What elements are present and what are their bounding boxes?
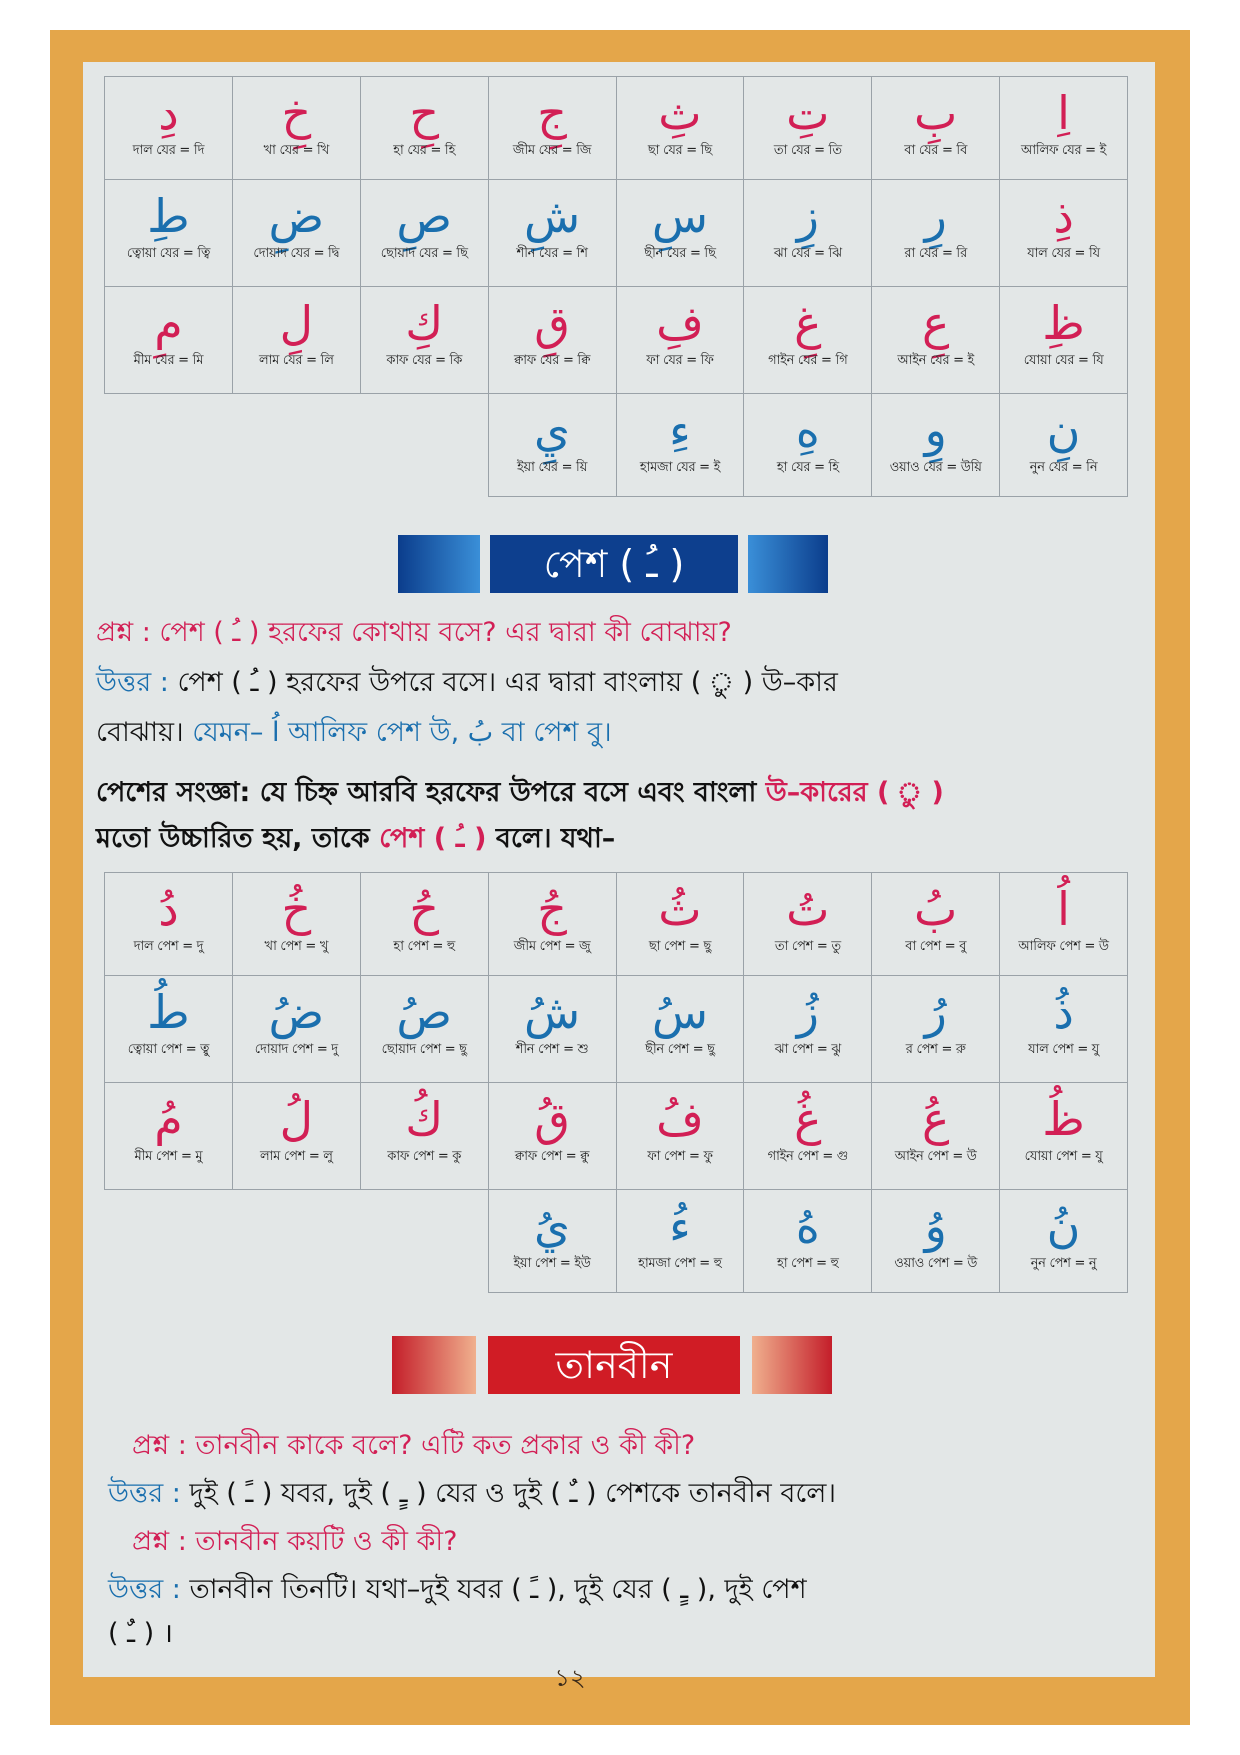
pesh-row bbox=[105, 976, 1128, 1083]
arabic-letter: كُ bbox=[405, 1092, 444, 1146]
pesh-cell bbox=[488, 873, 616, 976]
arabic-letter: فِ bbox=[656, 296, 704, 350]
tanween-question-1 bbox=[132, 1425, 695, 1470]
pesh-cell bbox=[232, 1083, 360, 1190]
arabic-letter: نِ bbox=[1046, 403, 1081, 457]
letter-caption: জীম যের = জি bbox=[512, 143, 592, 158]
pesh-cell bbox=[360, 976, 488, 1083]
arabic-letter: زُ bbox=[796, 985, 819, 1039]
arabic-letter: ضُ bbox=[268, 985, 325, 1039]
pesh-cell bbox=[360, 873, 488, 976]
letter-caption: আইন যের = ই bbox=[897, 353, 975, 368]
letter-caption: কাফ যের = কি bbox=[386, 353, 463, 368]
answer-text: তানবীন তিনটি। যথা–দুই যবর ( ـً ), দুই যের ( ـٍ ), দুই পেশ bbox=[189, 1574, 807, 1605]
letter-caption: ওয়াও যের = উয়ি bbox=[889, 460, 982, 475]
letter-caption: ফা যের = ফি bbox=[646, 353, 714, 368]
letter-caption: র পেশ = রু bbox=[905, 1042, 966, 1057]
arabic-letter: مُ bbox=[154, 1092, 183, 1146]
example-label: যেমন– bbox=[192, 717, 264, 748]
question-text: পেশ ( ـُ ) হরফের কোথায় বসে? এর দ্বারা কী বোঝায়? bbox=[159, 617, 732, 648]
zer-cell bbox=[488, 180, 616, 287]
question-label: প্রশ্ন : bbox=[132, 1526, 187, 1557]
pesh-cell bbox=[232, 873, 360, 976]
arabic-letter: بُ bbox=[914, 882, 958, 936]
arabic-letter: وُ bbox=[924, 1199, 947, 1253]
answer-text-cont: ( ـٌ ) । bbox=[108, 1618, 173, 1649]
definition-text-2: মতো উচ্চারিত হয়, তাকে bbox=[96, 823, 370, 854]
letter-caption: দাল যের = দি bbox=[132, 143, 205, 158]
answer-text: দুই ( ـً ) যবর, দুই ( ـٍ ) যের ও দুই ( ـٌ ) পেশকে তানবীন বলে। bbox=[189, 1478, 837, 1509]
arabic-letter: هُ bbox=[795, 1199, 820, 1253]
arabic-letter: قِ bbox=[534, 296, 570, 350]
pesh-definition-line2 bbox=[96, 818, 615, 863]
pesh-empty-cell bbox=[232, 1190, 360, 1293]
arabic-letter: قُ bbox=[534, 1092, 570, 1146]
arabic-letter: دُ bbox=[158, 882, 179, 936]
arabic-letter: جِ bbox=[537, 86, 567, 140]
letter-caption: ক্বাফ পেশ = ক্বু bbox=[514, 1149, 590, 1164]
arabic-letter: ذُ bbox=[1053, 985, 1074, 1039]
arabic-letter: بِ bbox=[914, 86, 958, 140]
arabic-letter: رُ bbox=[924, 985, 947, 1039]
zer-cell bbox=[360, 180, 488, 287]
arabic-letter: حُ bbox=[409, 882, 440, 936]
arabic-letter: ءِ bbox=[669, 403, 691, 457]
letter-caption: ছা পেশ = ছু bbox=[648, 939, 712, 954]
zer-cell bbox=[872, 394, 1000, 497]
zer-cell bbox=[616, 287, 744, 394]
zer-empty-cell bbox=[105, 394, 233, 497]
letter-caption: ত্বোয়া যের = ত্বি bbox=[126, 246, 211, 261]
zer-cell bbox=[744, 287, 872, 394]
definition-highlight: উ–কারের ( ু ) bbox=[765, 777, 944, 808]
zer-cell bbox=[360, 77, 488, 180]
banner-left-block bbox=[398, 535, 480, 593]
pesh-cell bbox=[105, 1083, 233, 1190]
tanween-question-2 bbox=[132, 1521, 457, 1566]
arabic-letter: تُ bbox=[786, 882, 830, 936]
letter-caption: তা পেশ = তু bbox=[774, 939, 841, 954]
zer-cell bbox=[744, 77, 872, 180]
arabic-letter: رِ bbox=[924, 189, 947, 243]
pesh-cell bbox=[488, 976, 616, 1083]
letter-caption: গাইন যের = গি bbox=[768, 353, 848, 368]
pesh-cell bbox=[872, 1083, 1000, 1190]
banner-right-block bbox=[748, 535, 828, 593]
arabic-letter: طُ bbox=[147, 985, 190, 1039]
definition-text-3: বলে। যথা– bbox=[495, 823, 616, 854]
pesh-cell bbox=[616, 976, 744, 1083]
zer-cell bbox=[1000, 394, 1128, 497]
arabic-letter: فُ bbox=[656, 1092, 704, 1146]
letter-caption: আইন পেশ = উ bbox=[894, 1149, 977, 1164]
pesh-row bbox=[105, 1083, 1128, 1190]
pesh-cell bbox=[1000, 1190, 1128, 1293]
banner-left-block bbox=[392, 1336, 476, 1394]
pesh-cell bbox=[1000, 976, 1128, 1083]
letter-caption: ইয়া যের = য়ি bbox=[517, 460, 588, 475]
arabic-letter: ظِ bbox=[1042, 296, 1085, 350]
pesh-cell bbox=[616, 1083, 744, 1190]
letter-caption: বা যের = বি bbox=[904, 143, 968, 158]
zer-cell bbox=[105, 287, 233, 394]
letter-caption: মীম যের = মি bbox=[133, 353, 204, 368]
zer-cell bbox=[105, 180, 233, 287]
pesh-cell bbox=[1000, 873, 1128, 976]
arabic-letter: دِ bbox=[158, 86, 179, 140]
letter-caption: বা পেশ = বু bbox=[905, 939, 967, 954]
answer-text: পেশ ( ـُ ) হরফের উপরে বসে। এর দ্বারা বাংলায় ( ু ) উ–কার bbox=[177, 667, 838, 698]
letter-caption: ইয়া পেশ = ইউ bbox=[513, 1256, 591, 1271]
arabic-letter: عِ bbox=[921, 296, 950, 350]
zer-cell bbox=[232, 77, 360, 180]
arabic-letter: اِ bbox=[1057, 86, 1070, 140]
pesh-question bbox=[96, 612, 732, 657]
zer-cell bbox=[488, 394, 616, 497]
tanween-answer-2-cont bbox=[108, 1613, 173, 1650]
zer-letter-grid bbox=[104, 76, 1128, 497]
tanween-banner bbox=[392, 1336, 832, 1394]
tanween-answer-2 bbox=[108, 1569, 807, 1614]
letter-caption: আলিফ পেশ = উ bbox=[1018, 939, 1109, 954]
zer-cell bbox=[744, 394, 872, 497]
letter-caption: হা পেশ = হু bbox=[777, 1256, 839, 1271]
arabic-letter: حِ bbox=[409, 86, 440, 140]
letter-caption: ছীন পেশ = ছু bbox=[645, 1042, 715, 1057]
pesh-cell bbox=[872, 873, 1000, 976]
arabic-letter: يِ bbox=[534, 403, 571, 457]
letter-caption: হা পেশ = হু bbox=[393, 939, 455, 954]
definition-text: যে চিহ্ন আরবি হরফের উপরে বসে এবং বাংলা bbox=[259, 777, 757, 808]
letter-caption: জীম পেশ = জু bbox=[513, 939, 591, 954]
pesh-cell bbox=[488, 1083, 616, 1190]
letter-caption: দোয়াদ পেশ = দু bbox=[254, 1042, 338, 1057]
zer-cell bbox=[232, 287, 360, 394]
answer-label: উত্তর : bbox=[108, 1478, 181, 1509]
pesh-answer-line2 bbox=[96, 712, 612, 757]
pesh-cell bbox=[744, 1190, 872, 1293]
arabic-letter: ظُ bbox=[1042, 1092, 1085, 1146]
arabic-letter: صُ bbox=[396, 985, 452, 1039]
zer-cell bbox=[744, 180, 872, 287]
pesh-definition-line1 bbox=[96, 772, 944, 817]
answer-label: উত্তর : bbox=[96, 667, 169, 698]
letter-caption: ছা যের = ছি bbox=[647, 143, 712, 158]
letter-caption: শীন পেশ = শু bbox=[515, 1042, 589, 1057]
letter-caption: ওয়াও পেশ = উ bbox=[894, 1256, 978, 1271]
letter-caption: যাল পেশ = যু bbox=[1028, 1042, 1099, 1057]
letter-caption: ছোয়াদ যের = ছি bbox=[380, 246, 468, 261]
zer-cell bbox=[872, 287, 1000, 394]
pesh-empty-cell bbox=[105, 1190, 233, 1293]
zer-cell bbox=[105, 77, 233, 180]
tanween-banner-title: তানবীন bbox=[488, 1336, 740, 1394]
letter-caption: খা যের = খি bbox=[263, 143, 329, 158]
tanween-answer-1 bbox=[108, 1473, 836, 1518]
letter-caption: যাল যের = যি bbox=[1027, 246, 1100, 261]
zer-empty-cell bbox=[232, 394, 360, 497]
letter-caption: দাল পেশ = দু bbox=[133, 939, 204, 954]
arabic-letter: غِ bbox=[794, 296, 822, 350]
answer-text-pre: বোঝায়। bbox=[96, 717, 184, 748]
arabic-letter: لُ bbox=[279, 1092, 314, 1146]
arabic-letter: شِ bbox=[523, 189, 581, 243]
pesh-cell bbox=[105, 976, 233, 1083]
letter-caption: হা যের = হি bbox=[776, 460, 839, 475]
pesh-cell bbox=[616, 873, 744, 976]
pesh-answer-line1 bbox=[96, 662, 838, 707]
letter-caption: নুন যের = নি bbox=[1029, 460, 1098, 475]
definition-label: পেশের সংজ্ঞা: bbox=[96, 777, 251, 808]
arabic-letter: يُ bbox=[534, 1199, 571, 1253]
arabic-letter: طِ bbox=[147, 189, 190, 243]
arabic-letter: خُ bbox=[281, 882, 312, 936]
zer-cell bbox=[1000, 180, 1128, 287]
pesh-cell bbox=[232, 976, 360, 1083]
zer-cell bbox=[488, 77, 616, 180]
pesh-banner bbox=[398, 535, 828, 593]
letter-caption: হামজা যের = ই bbox=[639, 460, 721, 475]
letter-caption: রা যের = রি bbox=[904, 246, 967, 261]
pesh-cell bbox=[488, 1190, 616, 1293]
arabic-letter: اُ bbox=[1057, 882, 1070, 936]
letter-caption: ঝা পেশ = ঝু bbox=[774, 1042, 841, 1057]
pesh-cell bbox=[872, 976, 1000, 1083]
letter-caption: মীম পেশ = মু bbox=[134, 1149, 203, 1164]
letter-caption: ক্বাফ যের = ক্বি bbox=[513, 353, 591, 368]
letter-caption: যোয়া পেশ = যু bbox=[1024, 1149, 1103, 1164]
letter-caption: ছীন যের = ছি bbox=[644, 246, 716, 261]
question-text: তানবীন কয়টি ও কী কী? bbox=[195, 1526, 458, 1557]
arabic-letter: ثِ bbox=[658, 86, 702, 140]
arabic-letter: غُ bbox=[794, 1092, 822, 1146]
letter-caption: লাম পেশ = লু bbox=[259, 1149, 333, 1164]
zer-cell bbox=[616, 77, 744, 180]
letter-caption: গাইন পেশ = গু bbox=[767, 1149, 849, 1164]
pesh-cell bbox=[1000, 1083, 1128, 1190]
letter-caption: ফা পেশ = ফু bbox=[647, 1149, 713, 1164]
zer-cell bbox=[616, 394, 744, 497]
pesh-banner-title: পেশ ( ـُ ) bbox=[490, 535, 738, 593]
zer-row bbox=[105, 77, 1128, 180]
zer-cell bbox=[1000, 77, 1128, 180]
arabic-letter: نُ bbox=[1046, 1199, 1081, 1253]
pesh-cell bbox=[360, 1083, 488, 1190]
arabic-letter: ءُ bbox=[669, 1199, 691, 1253]
arabic-letter: شُ bbox=[523, 985, 581, 1039]
arabic-letter: خِ bbox=[281, 86, 312, 140]
zer-row bbox=[105, 394, 1128, 497]
zer-cell bbox=[488, 287, 616, 394]
letter-caption: নুন পেশ = নু bbox=[1030, 1256, 1097, 1271]
arabic-letter: زِ bbox=[796, 189, 819, 243]
arabic-letter: مِ bbox=[154, 296, 183, 350]
arabic-letter: عُ bbox=[921, 1092, 950, 1146]
letter-caption: ছোয়াদ পেশ = ছু bbox=[381, 1042, 467, 1057]
letter-caption: হামজা পেশ = হু bbox=[638, 1256, 722, 1271]
banner-right-block bbox=[752, 1336, 832, 1394]
pesh-cell bbox=[616, 1190, 744, 1293]
arabic-letter: سُ bbox=[651, 985, 709, 1039]
zer-cell bbox=[872, 180, 1000, 287]
pesh-cell bbox=[744, 976, 872, 1083]
pesh-letter-grid bbox=[104, 872, 1128, 1293]
arabic-letter: تِ bbox=[786, 86, 830, 140]
pesh-empty-cell bbox=[360, 1190, 488, 1293]
letter-caption: কাফ পেশ = কু bbox=[387, 1149, 462, 1164]
arabic-letter: سِ bbox=[651, 189, 709, 243]
zer-cell bbox=[232, 180, 360, 287]
arabic-letter: وِ bbox=[924, 403, 947, 457]
letter-caption: তা যের = তি bbox=[773, 143, 842, 158]
zer-cell bbox=[360, 287, 488, 394]
question-text: তানবীন কাকে বলে? এটি কত প্রকার ও কী কী? bbox=[195, 1430, 696, 1461]
letter-caption: ঝা যের = ঝি bbox=[773, 246, 842, 261]
letter-caption: হা যের = হি bbox=[393, 143, 456, 158]
pesh-cell bbox=[744, 873, 872, 976]
zer-row bbox=[105, 180, 1128, 287]
arabic-letter: صِ bbox=[396, 189, 452, 243]
letter-caption: যোয়া যের = যি bbox=[1023, 353, 1104, 368]
letter-caption: শীন যের = শি bbox=[516, 246, 588, 261]
arabic-letter: ذِ bbox=[1053, 189, 1074, 243]
question-label: প্রশ্ন : bbox=[132, 1430, 187, 1461]
example-text: اُ আলিফ পেশ উ, بُ বা পেশ বু। bbox=[271, 717, 612, 748]
pesh-row bbox=[105, 1190, 1128, 1293]
pesh-row bbox=[105, 873, 1128, 976]
arabic-letter: ثُ bbox=[658, 882, 702, 936]
zer-cell bbox=[872, 77, 1000, 180]
definition-highlight-2: পেশ ( ـُ ) bbox=[379, 823, 487, 854]
pesh-cell bbox=[744, 1083, 872, 1190]
letter-caption: দোয়াদ যের = দ্বি bbox=[253, 246, 340, 261]
page-number: ১২ bbox=[554, 1664, 586, 1692]
arabic-letter: ضِ bbox=[268, 189, 325, 243]
pesh-cell bbox=[105, 873, 233, 976]
letter-caption: লাম যের = লি bbox=[259, 353, 334, 368]
arabic-letter: لِ bbox=[279, 296, 314, 350]
letter-caption: আলিফ যের = ই bbox=[1021, 143, 1107, 158]
pesh-cell bbox=[872, 1190, 1000, 1293]
zer-cell bbox=[1000, 287, 1128, 394]
arabic-letter: كِ bbox=[405, 296, 444, 350]
arabic-letter: هِ bbox=[795, 403, 820, 457]
zer-cell bbox=[616, 180, 744, 287]
letter-caption: খা পেশ = খু bbox=[264, 939, 329, 954]
zer-row bbox=[105, 287, 1128, 394]
question-label: প্রশ্ন : bbox=[96, 617, 151, 648]
answer-label: উত্তর : bbox=[108, 1574, 181, 1605]
arabic-letter: جُ bbox=[537, 882, 567, 936]
letter-caption: ত্বোয়া পেশ = ত্বু bbox=[127, 1042, 210, 1057]
zer-empty-cell bbox=[360, 394, 488, 497]
